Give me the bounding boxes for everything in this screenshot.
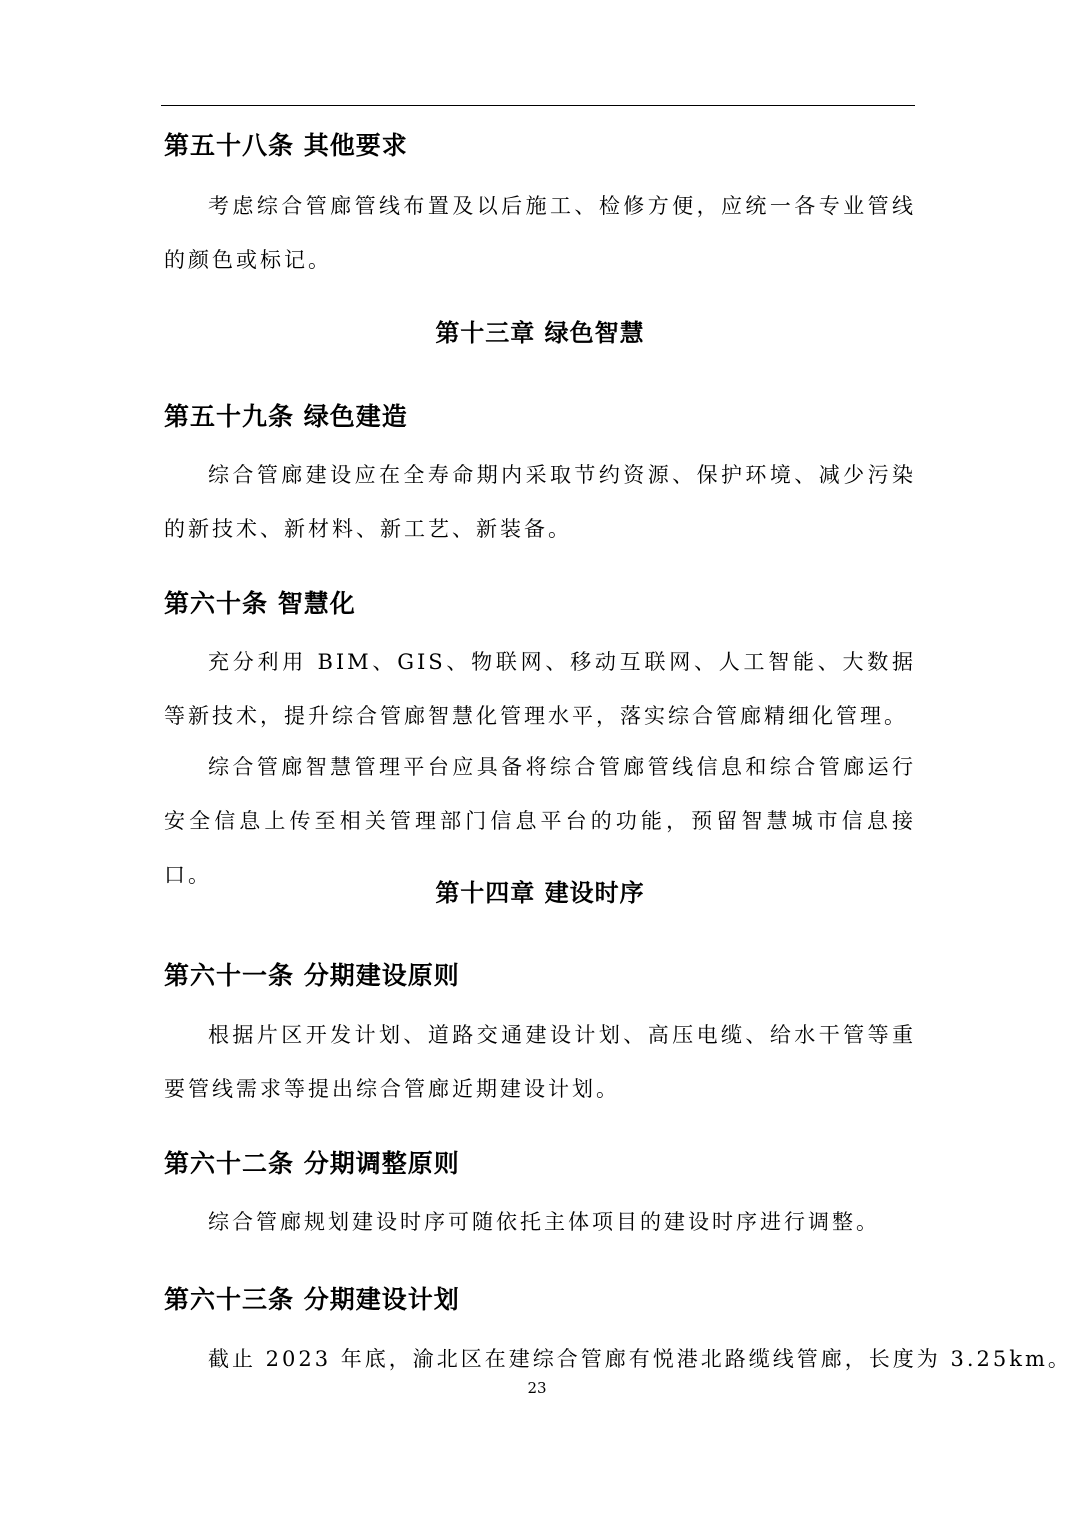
article-62-heading: 第六十二条 分期调整原则 — [164, 1149, 460, 1178]
chapter-14-heading: 第十四章 建设时序 — [435, 878, 645, 907]
article-59-paragraph-1: 综合管廊建设应在全寿命期内采取节约资源、保护环境、减少污染的新技术、新材料、新工艺、新装备。 — [164, 463, 916, 541]
article-63-heading: 第六十三条 分期建设计划 — [164, 1285, 460, 1314]
article-60-paragraph-2: 综合管廊智慧管理平台应具备将综合管廊管线信息和综合管廊运行安全信息上传至相关管理部门信息平台的功能，预留智慧城市信息接口。 — [164, 755, 916, 887]
header-rule — [161, 105, 915, 106]
article-60-paragraph-1: 充分利用 BIM、GIS、物联网、移动互联网、人工智能、大数据等新技术，提升综合管廊智慧化管理水平，落实综合管廊精细化管理。 — [164, 650, 916, 728]
article-60-heading: 第六十条 智慧化 — [164, 589, 356, 618]
article-63-paragraph-1: 截止 2023 年底，渝北区在建综合管廊有悦港北路缆线管廊，长度为 3.25km。 — [208, 1347, 1072, 1371]
article-59-heading: 第五十九条 绿色建造 — [164, 402, 408, 431]
page-number: 23 — [527, 1379, 547, 1397]
chapter-13-heading: 第十三章 绿色智慧 — [435, 318, 645, 347]
article-62-paragraph-1: 综合管廊规划建设时序可随依托主体项目的建设时序进行调整。 — [208, 1210, 880, 1234]
article-61-heading: 第六十一条 分期建设原则 — [164, 961, 460, 990]
article-58-paragraph-1: 考虑综合管廊管线布置及以后施工、检修方便，应统一各专业管线的颜色或标记。 — [164, 194, 916, 272]
article-58-heading: 第五十八条 其他要求 — [164, 131, 408, 160]
article-61-paragraph-1: 根据片区开发计划、道路交通建设计划、高压电缆、给水干管等重要管线需求等提出综合管廊近期建设计划。 — [164, 1023, 916, 1101]
